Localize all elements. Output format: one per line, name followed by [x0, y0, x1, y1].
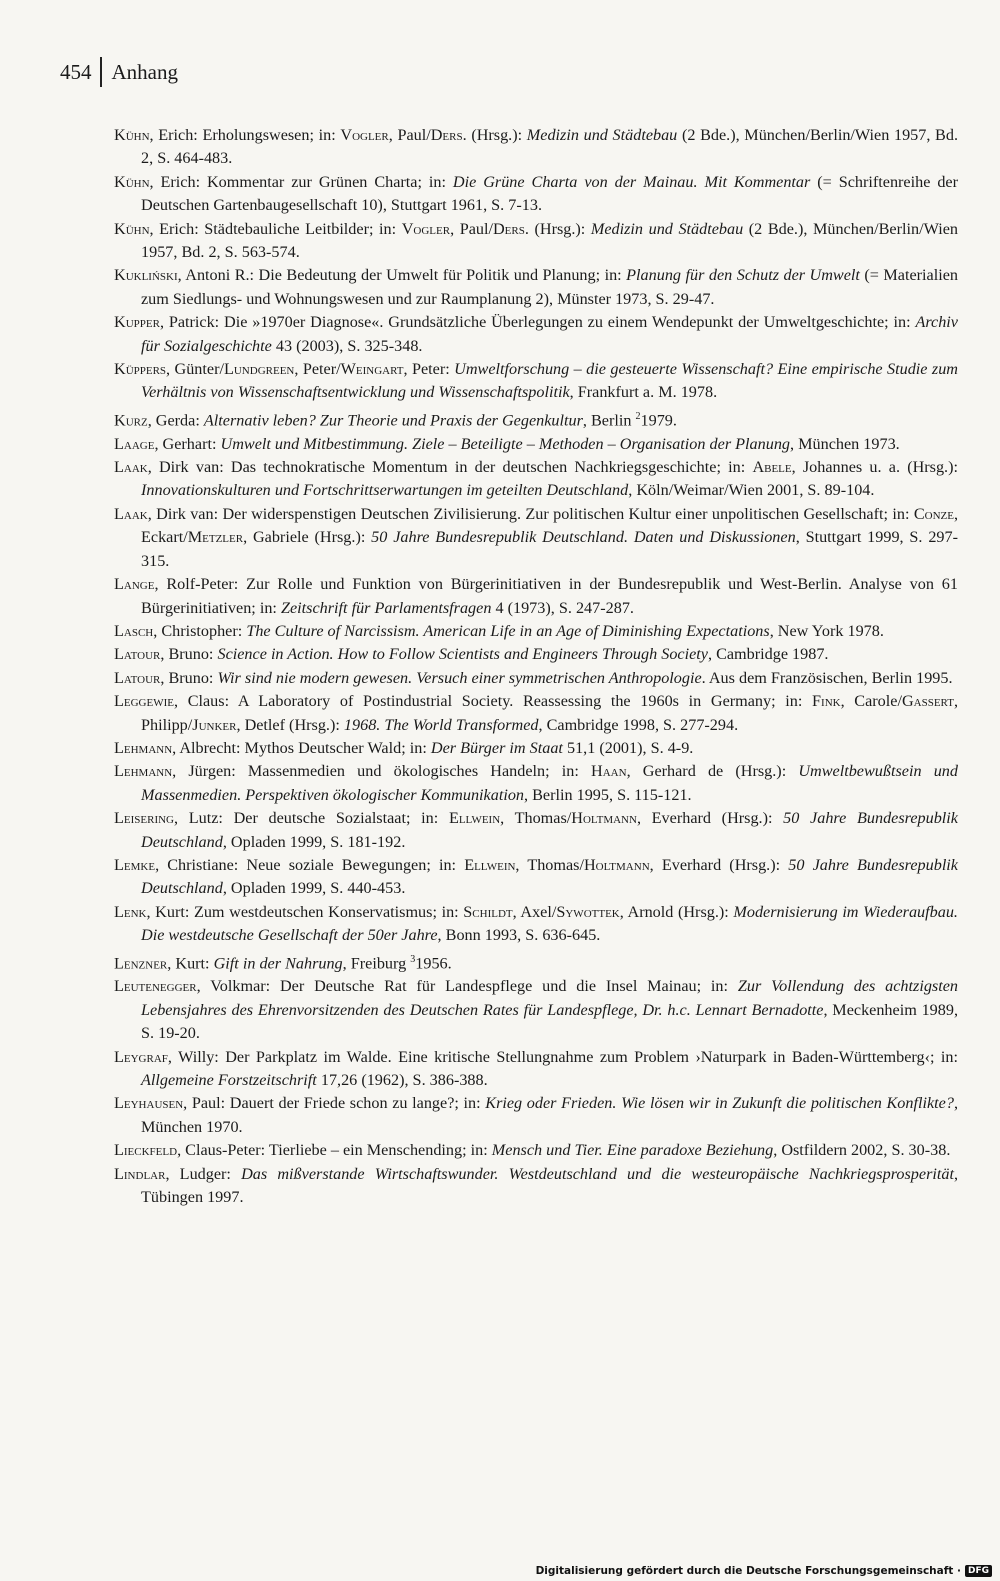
entry-author: Conze [913, 504, 954, 523]
entry-text: , Bonn 1993, S. 636-645. [437, 926, 601, 945]
entry-text: , Arnold (Hrsg.): [619, 902, 734, 921]
entry-title: The Culture of Narcissism. American Life in an Age of Diminishing Expectations [246, 621, 770, 640]
entry-title: Medizin und Städtebau [590, 219, 744, 238]
entry-text: , Opladen 1999, S. 440-453. [222, 879, 406, 898]
entry-text: 17,26 (1962), S. 386-388. [316, 1071, 488, 1090]
entry-title: 1968. The World Transformed [343, 715, 539, 734]
entry-text: (2 Bde.), München/Berlin/Wien 1957, Bd. 2, S. 563-574. [141, 219, 958, 262]
entry-author: Lehmann [114, 738, 173, 757]
entry-text: , Bruno: [160, 645, 218, 664]
entry-author: Kühn [114, 172, 150, 191]
entry-author: Leggewie [114, 692, 174, 711]
entry-text: , Erich: Erholungswesen; in: [149, 126, 341, 144]
entry-title: Modernisierung im Wiederaufbau. Die westdeutsche Gesellschaft der 50er Jahre [141, 902, 958, 945]
entry-text: , Thomas/ [515, 855, 584, 874]
section-title: Anhang [111, 59, 178, 84]
entry-text: . (Hrsg.): [524, 219, 591, 238]
bibliography-entry [114, 1092, 958, 1139]
entry-title: Innovationskulturen und Fortschrittserwartungen im geteilten Deutschland [141, 481, 629, 500]
bibliography-entry [114, 573, 958, 620]
entry-title: Planung für den Schutz der Umwelt [626, 266, 860, 285]
entry-text: , Gerhart: [154, 434, 221, 453]
entry-author: Holtmann [571, 809, 637, 828]
entry-author: Metzler [187, 528, 244, 547]
entry-author: Lemke [114, 855, 156, 874]
entry-text: , Cambridge 1987. [707, 645, 829, 664]
bibliography-entry [114, 643, 958, 666]
entry-text: , Jürgen: Massenmedien und ökologisches Handeln; in: [172, 762, 592, 781]
dfg-logo: DFG [965, 1565, 992, 1577]
bibliography-entry [114, 405, 958, 433]
entry-text: , Ostfildern 2002, S. 30-38. [773, 1141, 951, 1160]
entry-title: Umweltforschung – die gesteuerte Wissenschaft? Eine empirische Studie zum Verhältnis von Wissenschaftsentwicklung und Wissenschaftspolitik [141, 360, 958, 402]
entry-author: Leisering [114, 809, 174, 828]
entry-author: Weingart [340, 360, 404, 379]
entry-author: Kurz [114, 411, 148, 430]
entry-text: , Cambridge 1998, S. 277-294. [538, 715, 739, 734]
entry-title: Umwelt und Mitbestimmung. Ziele – Beteiligte – Methoden – Organisation der Planung [220, 434, 791, 453]
bibliography-entry [114, 807, 958, 854]
entry-author: Leygraf [114, 1047, 168, 1066]
entry-text: , Paul: Dauert der Friede schon zu lange?; in: [183, 1094, 486, 1113]
entry-author: Gassert [901, 692, 954, 711]
entry-text: 4 (1973), S. 247-287. [491, 598, 634, 617]
bibliography-entry [114, 456, 958, 503]
entry-text: , Tübingen 1997. [141, 1164, 958, 1207]
bibliography-entry [114, 171, 958, 218]
edition-superscript: 3 [410, 953, 416, 965]
entry-author: Abele [752, 458, 792, 477]
entry-text: , Günter/ [166, 360, 224, 379]
entry-text: , Paul/ [450, 219, 493, 238]
entry-title: 50 Jahre Bundesrepublik Deutschland. Daten und Diskussionen [371, 528, 796, 547]
entry-text: , Philipp/ [141, 692, 958, 734]
entry-text: , Gerhard de (Hrsg.): [626, 762, 799, 781]
entry-title: Alternativ leben? Zur Theorie und Praxis der Gegenkultur [203, 411, 583, 430]
bibliography-entry [114, 690, 958, 737]
entry-text: , Gabriele (Hrsg.): [243, 528, 372, 547]
entry-title: Zeitschrift für Parlamentsfragen [280, 598, 492, 617]
entry-author: Lange [114, 575, 155, 594]
edition-superscript: 2 [635, 410, 641, 422]
bibliography-entry [114, 948, 958, 976]
bibliography-entry [114, 124, 958, 171]
entry-author: Sywottek [556, 902, 620, 921]
entry-author: Lundgreen [223, 360, 295, 379]
entry-text: , Detlef (Hrsg.): [236, 715, 344, 734]
entry-author: Vogler [340, 126, 389, 144]
bibliography-entry [114, 503, 958, 573]
entry-text: (= Schriftenreihe der Deutschen Gartenbaugesellschaft 10), Stuttgart 1961, S. 7-13. [141, 172, 958, 215]
entry-text: , Everhard (Hrsg.): [636, 809, 784, 828]
entry-title: Umweltbewußtsein und Massenmedien. Perspektiven ökologischer Kommunikation [141, 762, 958, 804]
entry-text: 1979. [640, 411, 677, 430]
entry-text: , Stuttgart 1999, S. 297-315. [141, 528, 958, 570]
entry-text: , Paul/ [388, 126, 431, 144]
entry-text: , Patrick: Die »1970er Diagnose«. Grundsätzliche Überlegungen zu einem Wendepunkt der Umweltgeschichte; in: [159, 313, 916, 332]
entry-title: Medizin und Städtebau [526, 126, 678, 144]
entry-text: , Axel/ [512, 902, 557, 921]
bibliography-entry [114, 760, 958, 807]
entry-text: , Berlin 1995, S. 115-121. [524, 785, 692, 804]
entry-text: , Berlin [582, 411, 636, 430]
footer [536, 1565, 992, 1577]
entry-text: , Peter: [403, 360, 455, 379]
entry-author: Kukliński [114, 266, 178, 285]
entry-author: Ders [430, 126, 463, 144]
bibliography-list [114, 124, 958, 1209]
entry-author: Latour [114, 645, 161, 664]
entry-text: , Erich: Kommentar zur Grünen Charta; in: [149, 172, 453, 191]
entry-author: Ders [492, 219, 525, 238]
entry-text: (= Materialien zum Siedlungs- und Wohnungswesen und zur Raumplanung 2), Münster 1973, S. 29-47. [141, 266, 958, 308]
entry-text: , Thomas/ [500, 809, 572, 828]
entry-text: , New York 1978. [769, 621, 884, 640]
entry-title: Mensch und Tier. Eine paradoxe Beziehung [491, 1141, 774, 1160]
entry-author: Laak [114, 504, 148, 523]
entry-text: , Volkmar: Der Deutsche Rat für Landespflege und die Insel Mainau; in: [196, 977, 738, 996]
entry-title: Krieg oder Frieden. Wie lösen wir in Zukunft die politischen Konflikte? [485, 1094, 954, 1113]
page-number: 454 [60, 59, 92, 84]
entry-text: (2 Bde.), München/Berlin/Wien 1957, Bd. 2, S. 464-483. [141, 126, 958, 168]
bibliography-entry [114, 1046, 958, 1093]
bibliography-entry [114, 311, 958, 358]
entry-author: Kupper [114, 313, 160, 332]
bibliography-entry [114, 1163, 958, 1210]
entry-author: Kühn [114, 126, 150, 144]
entry-author: Fink [812, 692, 841, 711]
entry-text: , Christopher: [153, 621, 247, 640]
entry-author: Laak [114, 458, 148, 477]
entry-text: , Kurt: [167, 954, 214, 972]
entry-title: Die Grüne Charta von der Mainau. Mit Kommentar [452, 172, 811, 191]
bibliography-entry [114, 1139, 958, 1162]
entry-author: Lasch [114, 621, 154, 640]
entry-text: . (Hrsg.): [462, 126, 527, 144]
entry-title: 50 Jahre Bundesrepublik Deutschland [141, 809, 958, 851]
bibliography-entry [114, 218, 958, 265]
entry-text: , Ludger: [165, 1164, 242, 1183]
entry-text: , Peter/ [294, 360, 341, 379]
entry-text: . Aus dem Französischen, Berlin 1995. [701, 668, 953, 687]
entry-title: 50 Jahre Bundesrepublik Deutschland [141, 855, 958, 898]
entry-author: Holtmann [583, 855, 650, 874]
entry-text: 1956. [415, 954, 452, 972]
bibliography-entry [114, 901, 958, 948]
entry-author: Lieckfeld [114, 1141, 178, 1160]
entry-author: Küppers [114, 360, 167, 379]
entry-title: Wir sind nie modern gewesen. Versuch einer symmetrischen Anthropologie [217, 668, 702, 687]
entry-author: Ellwein [448, 809, 501, 828]
entry-text: , Rolf-Peter: Zur Rolle und Funktion von Bürgerinitiativen in der Bundesrepublik und West-Berlin. Analyse von 61 Bürgerinitiativen; in: [141, 575, 958, 617]
entry-author: Haan [591, 762, 627, 781]
bibliography-entry [114, 975, 958, 1045]
entry-author: Lenzner [114, 954, 168, 972]
entry-text: , Willy: Der Parkplatz im Walde. Eine kritische Stellungnahme zum Problem ›Naturpark in Baden-Württemberg‹; in: [167, 1047, 958, 1066]
entry-text: , Lutz: Der deutsche Sozialstaat; in: [174, 809, 449, 828]
entry-text: , Gerda: [147, 411, 204, 430]
bibliography-entry [114, 358, 958, 405]
entry-text: , Frankfurt a. M. 1978. [569, 383, 718, 402]
entry-author: Leutenegger [114, 977, 197, 996]
entry-author: Vogler [401, 219, 451, 238]
entry-author: Schildt [463, 902, 513, 921]
entry-text: , München 1973. [790, 434, 900, 453]
entry-text: 51,1 (2001), S. 4-9. [562, 738, 694, 757]
entry-author: Lindlar [114, 1164, 166, 1183]
entry-author: Lehmann [114, 762, 173, 781]
entry-author: Kühn [114, 219, 150, 238]
bibliography-entry [114, 854, 958, 901]
entry-text: , Köln/Weimar/Wien 2001, S. 89-104. [628, 481, 875, 500]
entry-text: 43 (2003), S. 325-348. [271, 336, 423, 355]
entry-title: Allgemeine Forstzeitschrift [141, 1071, 317, 1090]
bibliography-entry [114, 433, 958, 456]
entry-text: , Eckart/ [141, 504, 958, 547]
entry-text: , Claus: A Laboratory of Postindustrial Society. Reassessing the 1960s in Germany; in: [173, 692, 813, 711]
entry-text: , Carole/ [840, 692, 902, 711]
entry-text: , Bruno: [160, 668, 218, 687]
entry-text: , Christiane: Neue soziale Bewegungen; in: [155, 855, 465, 874]
entry-text: , Johannes u. a. (Hrsg.): [791, 458, 958, 477]
entry-text: , Dirk van: Der widerspenstigen Deutschen Zivilisierung. Zur politischen Kultur einer unpolitischen Gesellschaft; in: [147, 504, 914, 523]
bibliography-entry [114, 264, 958, 311]
entry-text: , Meckenheim 1989, S. 19-20. [141, 1000, 958, 1043]
page-header [60, 57, 178, 87]
entry-author: Lenk [114, 902, 147, 921]
entry-text: , Everhard (Hrsg.): [649, 855, 789, 874]
entry-title: Science in Action. How to Follow Scientists and Engineers Through Society [217, 645, 708, 664]
bibliography-entry [114, 737, 958, 760]
entry-text: , Albrecht: Mythos Deutscher Wald; in: [172, 738, 431, 757]
entry-title: Der Bürger im Staat [430, 738, 563, 757]
entry-title: Das mißverstande Wirtschaftswunder. Westdeutschland und die westeuropäische Nachkriegsprosperität [241, 1164, 954, 1183]
footer-text: Digitalisierung gefördert durch die Deutsche Forschungsgemeinschaft · [535, 1565, 961, 1577]
entry-text: , Claus-Peter: Tierliebe – ein Menschending; in: [177, 1141, 492, 1160]
entry-text: , Erich: Städtebauliche Leitbilder; in: [149, 219, 402, 238]
entry-text: , Opladen 1999, S. 181-192. [222, 832, 406, 851]
entry-text: , Dirk van: Das technokratische Momentum in der deutschen Nachkriegsgeschichte; in: [147, 458, 753, 477]
entry-text: , Freiburg [342, 954, 411, 972]
entry-title: Archiv für Sozialgeschichte [141, 313, 958, 355]
entry-author: Junker [192, 715, 237, 734]
entry-title: Gift in der Nahrung [213, 954, 343, 972]
entry-author: Leyhausen [114, 1094, 184, 1113]
bibliography-entry [114, 620, 958, 643]
entry-author: Latour [114, 668, 161, 687]
entry-author: Ellwein [464, 855, 516, 874]
entry-author: Laage [114, 434, 155, 453]
entry-text: , München 1970. [141, 1094, 958, 1136]
entry-title: Zur Vollendung des achtzigsten Lebensjahres des Ehrenvorsitzenden des Deutschen Rates für Landespflege, Dr. h.c. Lennart Bernadotte [141, 977, 958, 1019]
bibliography-entry [114, 667, 958, 690]
entry-text: , Kurt: Zum westdeutschen Konservatismus; in: [146, 902, 464, 921]
header-divider [100, 57, 102, 87]
entry-text: , Antoni R.: Die Bedeutung der Umwelt für Politik und Planung; in: [177, 266, 627, 285]
